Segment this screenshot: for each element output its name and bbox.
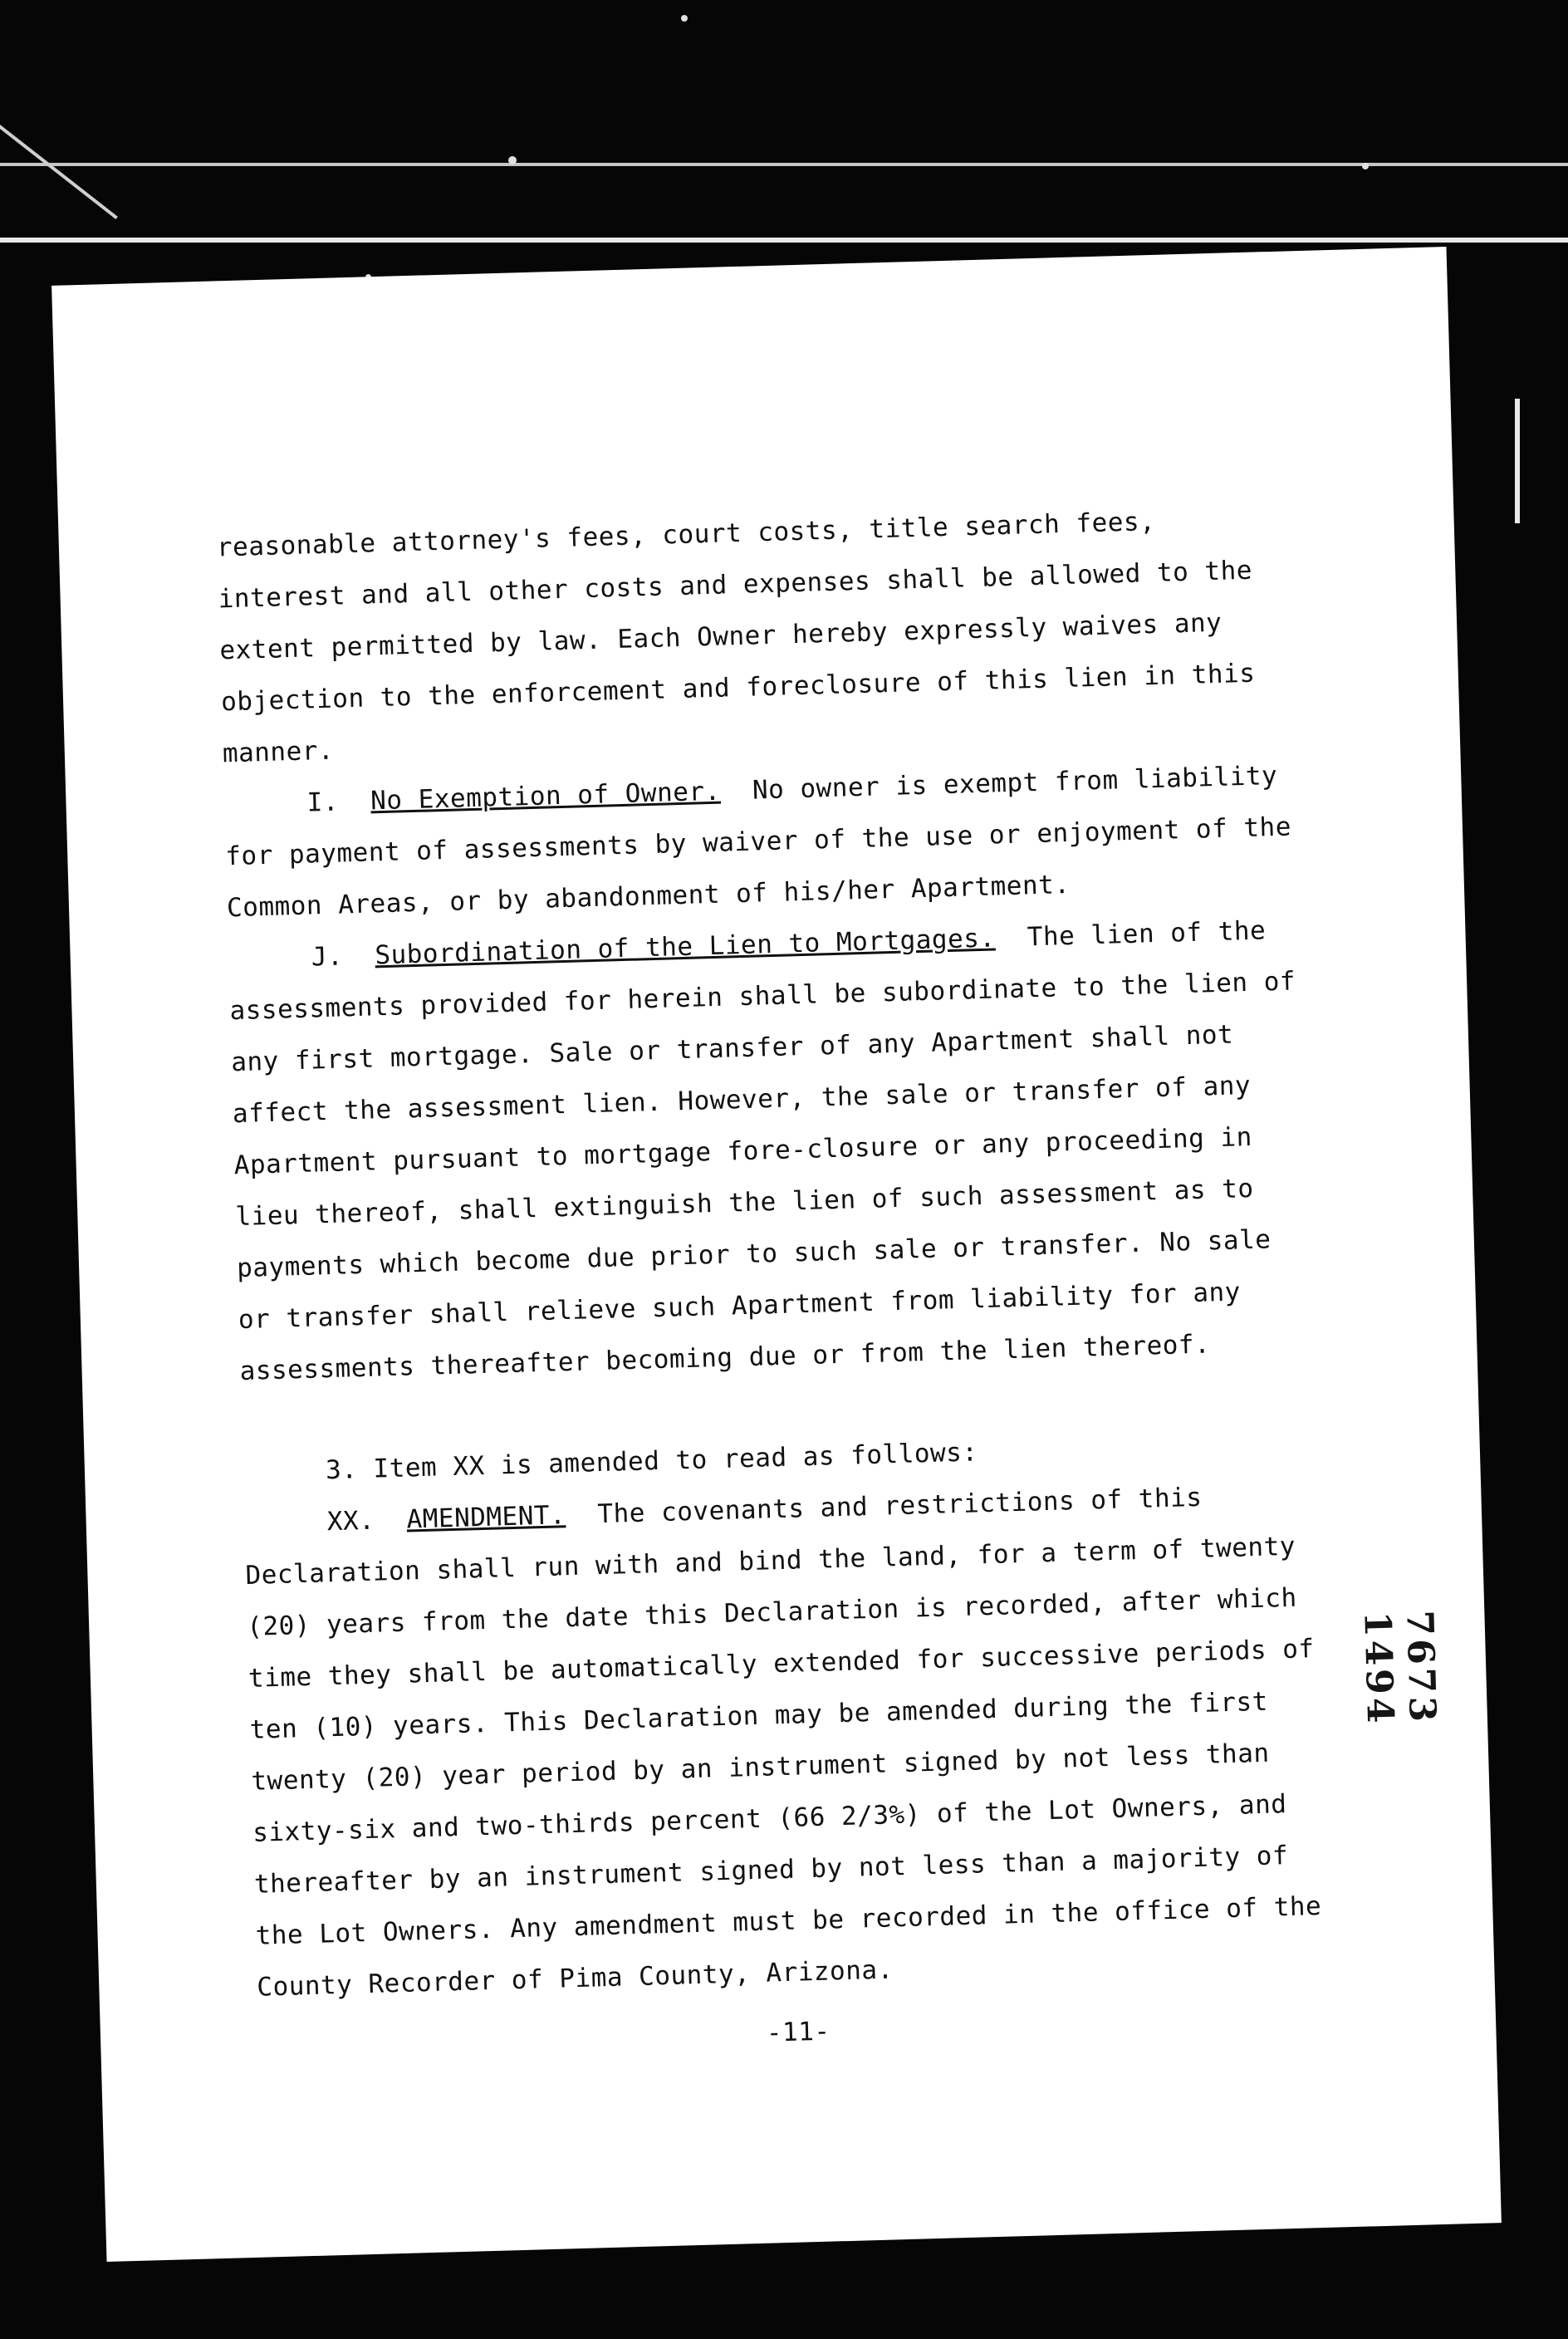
scan-edge-line <box>0 163 1568 166</box>
scan-speck <box>681 15 688 22</box>
scan-edge-mark <box>1515 399 1520 523</box>
section-i <box>223 749 1307 934</box>
item-3-line: 3. Item XX is amended to read as follows: <box>325 1437 978 1486</box>
page-number: -11- <box>766 2016 831 2048</box>
scan-speck <box>508 156 517 164</box>
document-page <box>51 247 1502 2262</box>
section-j-marker: J. <box>311 941 344 973</box>
section-i-body: No owner is exempt from liability for payment of assessments by waiver of the use or enjoyment of the Common Areas, or by abandonment of his/her Apartment. <box>224 760 1292 924</box>
document-body <box>216 492 1339 2073</box>
stamp-docket: 7673 <box>1398 1609 1444 1726</box>
section-i-heading: No Exemption of Owner. <box>370 776 722 816</box>
stamp-page: 1494 <box>1355 1611 1402 1728</box>
section-j <box>228 904 1320 1397</box>
lien-paragraph: reasonable attorney's fees, court costs, title search fees, interest and all other costs and expenses shall be allowed to the extent permitted by law. Each Owner hereby expressly waives any objection to the enforcement and foreclosure of this lien in this manner. <box>216 506 1256 769</box>
section-i-marker: I. <box>306 787 340 818</box>
section-xx-marker: XX. <box>326 1505 375 1537</box>
recording-stamp <box>1355 1610 1445 1777</box>
section-xx-body: The covenants and restrictions of this Declaration shall run with and bind the land, for a term of twenty (20) years from the date this Declaration is recorded, after which time they shall be automatically extended for successive periods of ten (10) years. This Declaration may be amended during the first twenty (20) year period by an instrument signed by not less than sixty-six and two-thirds percent (66 2/3%) of the Lot Owners, and thereafter by an instrument signed by not less than a majority of the Lot Owners. Any amendment must be recorded in the office of the County Recorder of Pima County, Arizona. <box>245 1482 1322 2003</box>
section-xx <box>243 1469 1337 2013</box>
section-xx-heading: AMENDMENT. <box>406 1500 566 1535</box>
section-j-body: The lien of the assessments provided for herein shall be subordinate to the lien of any first mortgage. Sale or transfer of any Apartment shall not affect the assessment lien. However, the sale or transfer of any Apartment pursuant to mortgage fore-closure or any proceeding in lieu thereof, shall extinguish the lien of such assessment as to payments which become due prior to such sale or transfer. No sale or transfer shall relieve such Apartment from liability for any assessments thereafter becoming due or from the lien thereof. <box>229 915 1296 1387</box>
scan-speck <box>1362 163 1369 169</box>
section-j-heading: Subordination of the Lien to Mortgages. <box>374 923 997 971</box>
scan-artifact <box>0 125 118 219</box>
scan-edge-line <box>0 238 1568 243</box>
